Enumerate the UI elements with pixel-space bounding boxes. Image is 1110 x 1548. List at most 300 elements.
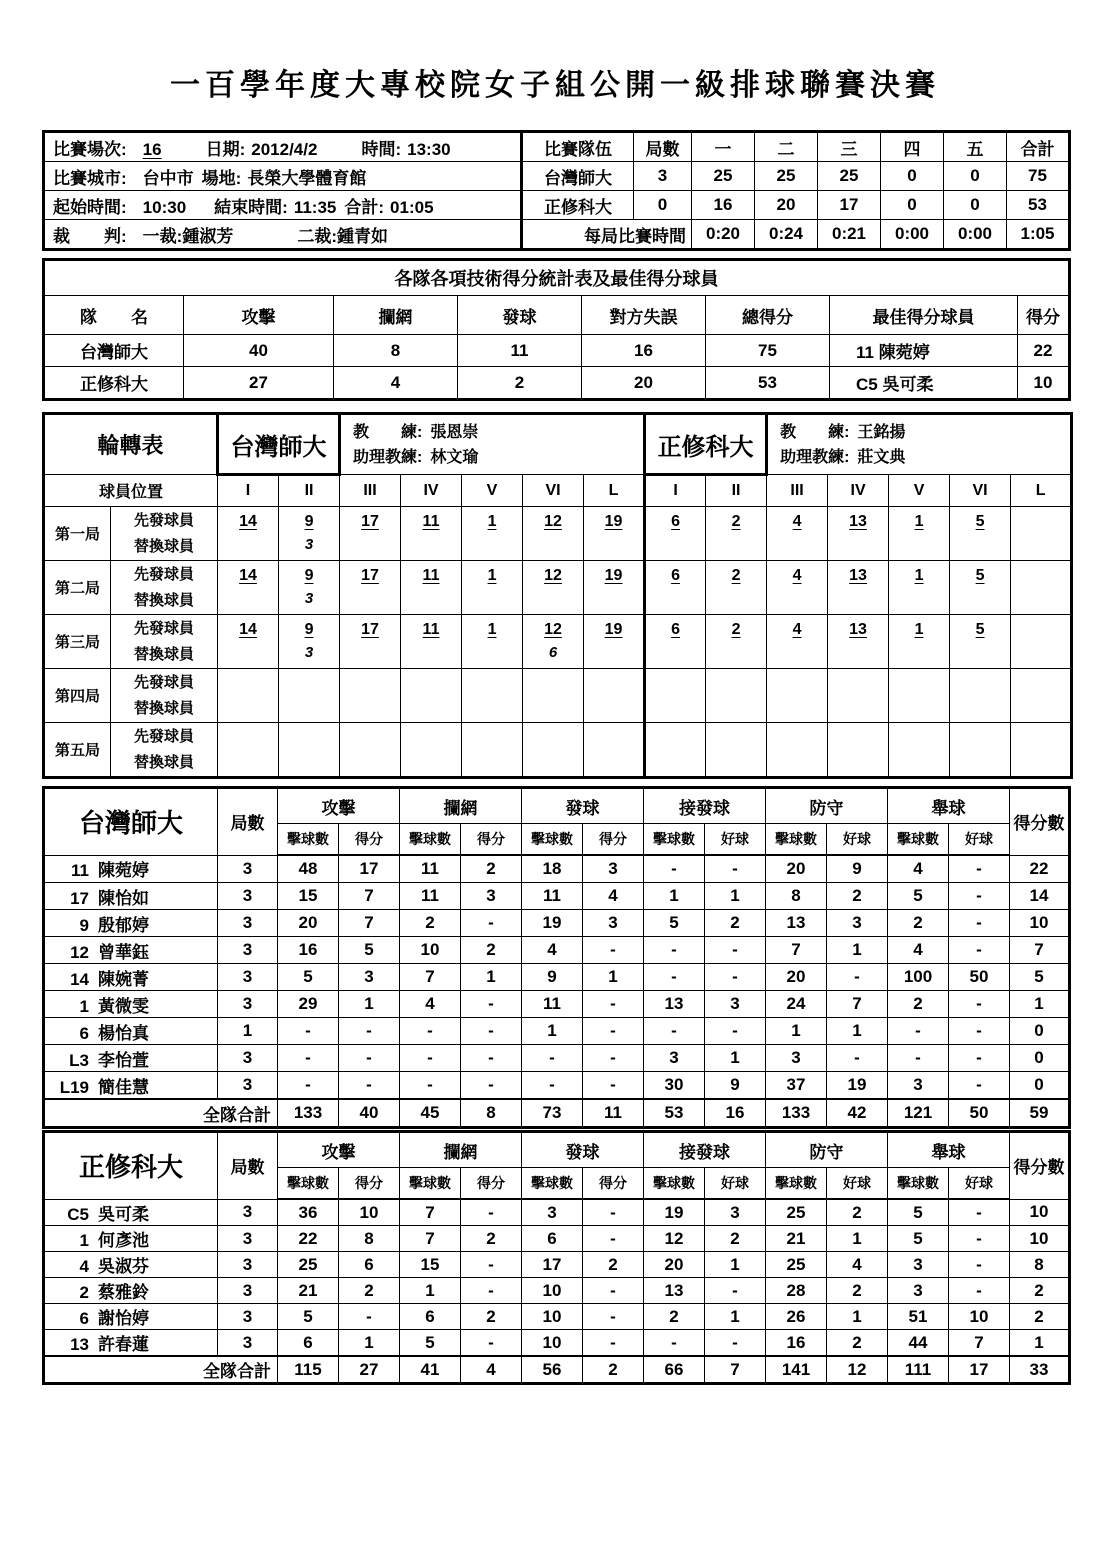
total-cell: 16 [705, 1099, 766, 1128]
rotation-cell: 17 [340, 615, 401, 669]
scoreboard-header-set1: 一 [692, 132, 755, 162]
group-header-attack: 攻擊 [278, 788, 400, 824]
scoreboard-cell: 20 [755, 191, 818, 220]
group-header-block: 攔網 [400, 788, 522, 824]
player-number: 12 [70, 942, 89, 962]
assistant-coach-name: 林文瑜 [430, 448, 479, 466]
stat-cell: 11 [400, 855, 461, 883]
stat-cell: - [644, 1330, 705, 1357]
stat-cell: - [461, 1199, 522, 1226]
stat-cell: 11 [400, 883, 461, 910]
set-time-cell: 1:05 [1007, 220, 1070, 250]
rotation-cell [828, 669, 889, 723]
rotation-set-row [44, 723, 1072, 778]
tech-cell: 正修科大 [44, 367, 184, 400]
subheader: 得分 [583, 1168, 644, 1200]
sets-played: 3 [218, 1199, 278, 1226]
rotation-cell: 1 [462, 561, 523, 615]
rotation-cell: 1 [889, 561, 950, 615]
stat-cell: 44 [888, 1330, 949, 1357]
stat-cell: 25 [766, 1252, 827, 1278]
end-value: 11:35 [293, 197, 337, 217]
tech-best-player: C5 吳可柔 [830, 367, 1018, 400]
subheader: 擊球數 [644, 824, 705, 856]
coach-name: 張恩崇 [430, 423, 479, 441]
tech-row-team1 [44, 335, 1070, 367]
stat-cell: 4 [827, 1252, 888, 1278]
stat-cell: - [705, 1018, 766, 1045]
stat-cell: 2 [888, 910, 949, 937]
info-row-2 [44, 162, 1070, 191]
player-name: 6 楊怡真 [44, 1018, 218, 1045]
scoreboard-header-set4: 四 [881, 132, 944, 162]
stat-cell: - [583, 991, 644, 1018]
role-labels: 先發球員 替換球員 [111, 723, 218, 778]
rotation-cell [767, 723, 828, 778]
stat-cell: 1 [644, 883, 705, 910]
sets-played: 3 [218, 991, 278, 1018]
group-header-dig: 防守 [766, 1132, 888, 1168]
player-number: 11 [71, 861, 89, 881]
rotation-cell [462, 723, 523, 778]
team1-header-row [44, 788, 1070, 824]
scoreboard-cell: 0 [881, 191, 944, 220]
sets-played: 3 [218, 1072, 278, 1100]
rotation-cell [279, 723, 340, 778]
total-cell: 2 [583, 1356, 644, 1384]
position-header: L [1011, 475, 1072, 507]
stat-cell: - [949, 1226, 1010, 1252]
player-score: 2 [1010, 1278, 1070, 1304]
rotation-title: 輪轉表 [44, 414, 218, 475]
stat-cell: 20 [766, 964, 827, 991]
stat-cell: 3 [888, 1278, 949, 1304]
stat-cell: - [583, 1278, 644, 1304]
start-label: 起始時間: [53, 197, 127, 217]
tech-row-team2 [44, 367, 1070, 400]
team2-header-row [44, 1132, 1070, 1168]
rotation-cell [645, 669, 706, 723]
stat-cell: - [644, 964, 705, 991]
subheader: 擊球數 [766, 824, 827, 856]
player-number: 13 [70, 1335, 89, 1354]
info-row-1 [44, 132, 1070, 162]
player-row [44, 883, 1070, 910]
player-number: 2 [79, 1283, 89, 1302]
info-row-3 [44, 191, 1070, 220]
stat-cell: 1 [827, 1226, 888, 1252]
subheader: 好球 [949, 1168, 1010, 1200]
stat-cell: 16 [278, 937, 339, 964]
stat-cell: 7 [339, 910, 400, 937]
sets-played: 3 [218, 910, 278, 937]
team-name: 正修科大 [44, 1132, 218, 1200]
match-no-value: 16 [142, 139, 162, 159]
stat-cell: 3 [766, 1045, 827, 1072]
stat-cell: 3 [461, 883, 522, 910]
position-header: V [462, 475, 523, 507]
stat-cell: 19 [522, 910, 583, 937]
sets-played: 3 [218, 964, 278, 991]
player-number: 17 [70, 888, 89, 908]
stat-cell: 1 [400, 1278, 461, 1304]
stat-cell: 1 [705, 883, 766, 910]
total-cell: 50 [949, 1099, 1010, 1128]
team-name: 台灣師大 [44, 788, 218, 856]
stat-cell: 3 [888, 1252, 949, 1278]
player-name: 13 許春蓮 [44, 1330, 218, 1357]
stat-cell: 5 [644, 910, 705, 937]
stat-cell: - [949, 1018, 1010, 1045]
player-score: 8 [1010, 1252, 1070, 1278]
stat-cell: 10 [522, 1304, 583, 1330]
rotation-cell [462, 669, 523, 723]
scoreboard-cell: 0 [634, 191, 692, 220]
rotation-cell [706, 723, 767, 778]
player-row [44, 1226, 1070, 1252]
rotation-cell [950, 723, 1011, 778]
stat-cell: 1 [827, 937, 888, 964]
stat-cell: 28 [766, 1278, 827, 1304]
rotation-cell [1011, 615, 1072, 669]
stat-cell: - [705, 1278, 766, 1304]
tech-table-title: 各隊各項技術得分統計表及最佳得分球員 [44, 260, 1070, 296]
stat-cell: - [461, 1278, 522, 1304]
total-cell: 12 [827, 1356, 888, 1384]
rotation-cell [340, 669, 401, 723]
player-name: C5 吳可柔 [44, 1199, 218, 1226]
stat-cell: 2 [827, 1199, 888, 1226]
rotation-cell [401, 723, 462, 778]
stat-cell: 17 [522, 1252, 583, 1278]
rotation-cell: 11 [401, 507, 462, 561]
stat-cell: - [705, 937, 766, 964]
player-row [44, 910, 1070, 937]
total-cell: 11 [583, 1099, 644, 1128]
page-title: 一百學年度大專校院女子組公開一級排球聯賽決賽 [170, 68, 940, 103]
rotation-cell: 14 [218, 561, 279, 615]
stat-cell: 4 [522, 937, 583, 964]
team2-stats-table [42, 1130, 1071, 1385]
stat-cell: 10 [522, 1330, 583, 1357]
tech-cell: 2 [458, 367, 582, 400]
group-header-dig: 防守 [766, 788, 888, 824]
stat-cell: 2 [461, 855, 522, 883]
assistant-coach-name: 莊文典 [857, 448, 906, 466]
stat-cell: 4 [400, 991, 461, 1018]
sets-played: 3 [218, 1330, 278, 1357]
rotation-cell [645, 723, 706, 778]
player-number: C5 [67, 1204, 89, 1224]
player-number: 1 [79, 996, 89, 1016]
set-time-label: 每局比賽時間 [522, 220, 692, 250]
stat-cell: - [522, 1045, 583, 1072]
stat-cell: 5 [888, 883, 949, 910]
total-cell: 4 [461, 1356, 522, 1384]
stat-cell: - [522, 1072, 583, 1100]
player-number: 6 [79, 1309, 89, 1328]
rotation-cell: 5 [950, 507, 1011, 561]
scoreboard-cell: 0 [944, 191, 1007, 220]
stat-cell: - [644, 937, 705, 964]
rotation-cell [279, 669, 340, 723]
position-header: V [889, 475, 950, 507]
stat-cell: 7 [339, 883, 400, 910]
rotation-cell: 14 [218, 507, 279, 561]
stat-cell: 7 [766, 937, 827, 964]
stat-cell: 9 [522, 964, 583, 991]
stat-cell: 5 [278, 964, 339, 991]
player-number: L3 [69, 1050, 89, 1070]
group-header-attack: 攻擊 [278, 1132, 400, 1168]
stat-cell: - [400, 1072, 461, 1100]
player-row [44, 991, 1070, 1018]
rotation-cell: 6 [645, 615, 706, 669]
stat-cell: - [644, 855, 705, 883]
rotation-cell [1011, 507, 1072, 561]
stat-cell: - [583, 1226, 644, 1252]
rotation-cell: 12 6 [523, 615, 584, 669]
player-name: 17 陳怡如 [44, 883, 218, 910]
sets-played: 3 [218, 883, 278, 910]
rotation-cell: 1 [889, 615, 950, 669]
tech-cell: 4 [334, 367, 458, 400]
tech-cell: 20 [582, 367, 706, 400]
stat-cell: 18 [522, 855, 583, 883]
total-score: 33 [1010, 1356, 1070, 1384]
rotation-cell: 11 [401, 561, 462, 615]
player-name: 1 何彥池 [44, 1226, 218, 1252]
subheader: 擊球數 [522, 1168, 583, 1200]
set-label: 第三局 [44, 615, 111, 669]
scoreboard-header-sets: 局數 [634, 132, 692, 162]
tech-header-row [44, 296, 1070, 335]
position-header: L [584, 475, 645, 507]
stat-cell: 7 [400, 1199, 461, 1226]
city-value: 台中市 [142, 168, 194, 188]
rotation-cell [523, 669, 584, 723]
sets-played: 1 [218, 1018, 278, 1045]
stat-cell: 5 [278, 1304, 339, 1330]
stat-cell: 10 [400, 937, 461, 964]
rotation-cell: 1 [462, 615, 523, 669]
stat-cell: 4 [583, 883, 644, 910]
total-cell: 66 [644, 1356, 705, 1384]
stat-cell: 29 [278, 991, 339, 1018]
player-name: 4 吳淑芬 [44, 1252, 218, 1278]
subheader: 得分 [339, 1168, 400, 1200]
total-cell: 8 [461, 1099, 522, 1128]
subheader: 擊球數 [888, 1168, 949, 1200]
player-row [44, 1018, 1070, 1045]
stat-cell: 11 [522, 991, 583, 1018]
player-name: 14 陳婉菁 [44, 964, 218, 991]
stat-cell: 2 [339, 1278, 400, 1304]
referee2-value: 二裁:鍾青如 [297, 226, 389, 246]
stat-cell: 1 [583, 964, 644, 991]
stat-cell: 7 [827, 991, 888, 1018]
player-score: 0 [1010, 1045, 1070, 1072]
tech-header-points: 得分 [1018, 296, 1070, 335]
stat-cell: - [949, 1199, 1010, 1226]
stat-cell: 24 [766, 991, 827, 1018]
tech-header-serve: 發球 [458, 296, 582, 335]
player-row [44, 1330, 1070, 1357]
group-header-block: 攔網 [400, 1132, 522, 1168]
rotation-set-row [44, 615, 1072, 669]
scoreboard-cell: 0 [881, 162, 944, 191]
scoreboard-cell: 75 [1007, 162, 1070, 191]
tech-cell: 台灣師大 [44, 335, 184, 367]
sets-played: 3 [218, 937, 278, 964]
tech-cell: 10 [1018, 367, 1070, 400]
player-score: 1 [1010, 1330, 1070, 1357]
player-number: 4 [79, 1257, 89, 1276]
total-cell: 141 [766, 1356, 827, 1384]
sets-header: 局數 [218, 1132, 278, 1200]
stat-cell: - [583, 1045, 644, 1072]
rotation-team1-name: 台灣師大 [218, 414, 340, 475]
stat-cell: 2 [827, 1330, 888, 1357]
total-cell: 115 [278, 1356, 339, 1384]
total-cell: 27 [339, 1356, 400, 1384]
stat-cell: 6 [522, 1226, 583, 1252]
scoreboard-cell: 25 [755, 162, 818, 191]
group-header-receive: 接發球 [644, 788, 766, 824]
stat-cell: - [949, 910, 1010, 937]
rotation-cell [950, 669, 1011, 723]
total-score: 59 [1010, 1099, 1070, 1128]
coach-label: 教 練: [780, 423, 850, 441]
set-label: 第四局 [44, 669, 111, 723]
rotation-cell [767, 669, 828, 723]
stat-cell: - [400, 1018, 461, 1045]
stat-cell: 5 [400, 1330, 461, 1357]
tech-stats-table [42, 258, 1071, 401]
rotation-cell [584, 669, 645, 723]
tech-title-row [44, 260, 1070, 296]
player-score: 0 [1010, 1072, 1070, 1100]
match-no-label: 比賽場次: [53, 139, 127, 159]
sets-played: 3 [218, 1045, 278, 1072]
stat-cell: 51 [888, 1304, 949, 1330]
stat-cell: 2 [461, 1226, 522, 1252]
player-name: L19 簡佳慧 [44, 1072, 218, 1100]
stat-cell: - [888, 1018, 949, 1045]
stat-cell: - [339, 1045, 400, 1072]
stat-cell: 4 [888, 937, 949, 964]
player-row [44, 1278, 1070, 1304]
rotation-cell [584, 723, 645, 778]
stat-cell: - [705, 964, 766, 991]
stat-cell: - [949, 991, 1010, 1018]
role-labels: 先發球員 替換球員 [111, 561, 218, 615]
scoreboard-cell: 25 [818, 162, 881, 191]
total-cell: 53 [644, 1099, 705, 1128]
player-score: 10 [1010, 910, 1070, 937]
rotation-cell: 9 3 [279, 615, 340, 669]
stat-cell: - [339, 1304, 400, 1330]
stat-cell: - [339, 1072, 400, 1100]
stat-cell: 4 [888, 855, 949, 883]
stat-cell: 37 [766, 1072, 827, 1100]
team-total-row [44, 1356, 1070, 1384]
stat-cell: 2 [461, 1304, 522, 1330]
stat-cell: - [583, 1330, 644, 1357]
position-label: 球員位置 [44, 475, 218, 507]
position-header: III [767, 475, 828, 507]
coach-name: 王銘揚 [857, 423, 906, 441]
score-header: 得分數 [1010, 1132, 1070, 1200]
stat-cell: 3 [522, 1199, 583, 1226]
stat-cell: 13 [644, 1278, 705, 1304]
city-label: 比賽城市: [53, 168, 127, 188]
player-score: 1 [1010, 991, 1070, 1018]
match-info-table [42, 130, 1071, 251]
subheader: 擊球數 [278, 824, 339, 856]
stat-cell: 2 [644, 1304, 705, 1330]
venue-label: 場地: [201, 168, 242, 188]
tech-header-total: 總得分 [706, 296, 830, 335]
role-labels: 先發球員 替換球員 [111, 507, 218, 561]
player-name: 9 殷郁婷 [44, 910, 218, 937]
scoreboard-team2-name: 正修科大 [522, 191, 634, 220]
info-row-4 [44, 220, 1070, 250]
set-time-cell: 0:20 [692, 220, 755, 250]
rotation-cell [401, 669, 462, 723]
tech-cell: 75 [706, 335, 830, 367]
stat-cell: 5 [888, 1199, 949, 1226]
player-score: 22 [1010, 855, 1070, 883]
assistant-coach-label: 助理教練: [353, 448, 423, 466]
rotation-cell: 5 [950, 615, 1011, 669]
stat-cell: 2 [827, 1278, 888, 1304]
player-row [44, 1304, 1070, 1330]
date-value: 2012/4/2 [251, 139, 318, 159]
stat-cell: - [644, 1018, 705, 1045]
date-label: 日期: [205, 139, 246, 159]
stat-cell: 6 [278, 1330, 339, 1357]
position-header: VI [523, 475, 584, 507]
player-row [44, 855, 1070, 883]
stat-cell: 1 [339, 1330, 400, 1357]
stat-cell: 3 [888, 1072, 949, 1100]
set-label: 第二局 [44, 561, 111, 615]
scoreboard-header-set2: 二 [755, 132, 818, 162]
stat-cell: 50 [949, 964, 1010, 991]
referees-cell [44, 220, 522, 250]
tech-best-player: 11 陳菀婷 [830, 335, 1018, 367]
total-cell: 73 [522, 1099, 583, 1128]
stat-cell: 19 [644, 1199, 705, 1226]
rotation-cell [889, 669, 950, 723]
stat-cell: 26 [766, 1304, 827, 1330]
position-header-row [44, 475, 1072, 507]
stat-cell: 25 [278, 1252, 339, 1278]
stat-cell: 7 [949, 1330, 1010, 1357]
rotation-cell: 19 [584, 561, 645, 615]
stat-cell: - [949, 855, 1010, 883]
stat-cell: 3 [705, 1199, 766, 1226]
stat-cell: 5 [888, 1226, 949, 1252]
group-header-set: 舉球 [888, 788, 1010, 824]
rotation-cell: 11 [401, 615, 462, 669]
stat-cell: - [278, 1072, 339, 1100]
subheader: 擊球數 [400, 824, 461, 856]
player-name: L3 李怡萱 [44, 1045, 218, 1072]
rotation-cell: 1 [462, 507, 523, 561]
subheader: 擊球數 [888, 824, 949, 856]
